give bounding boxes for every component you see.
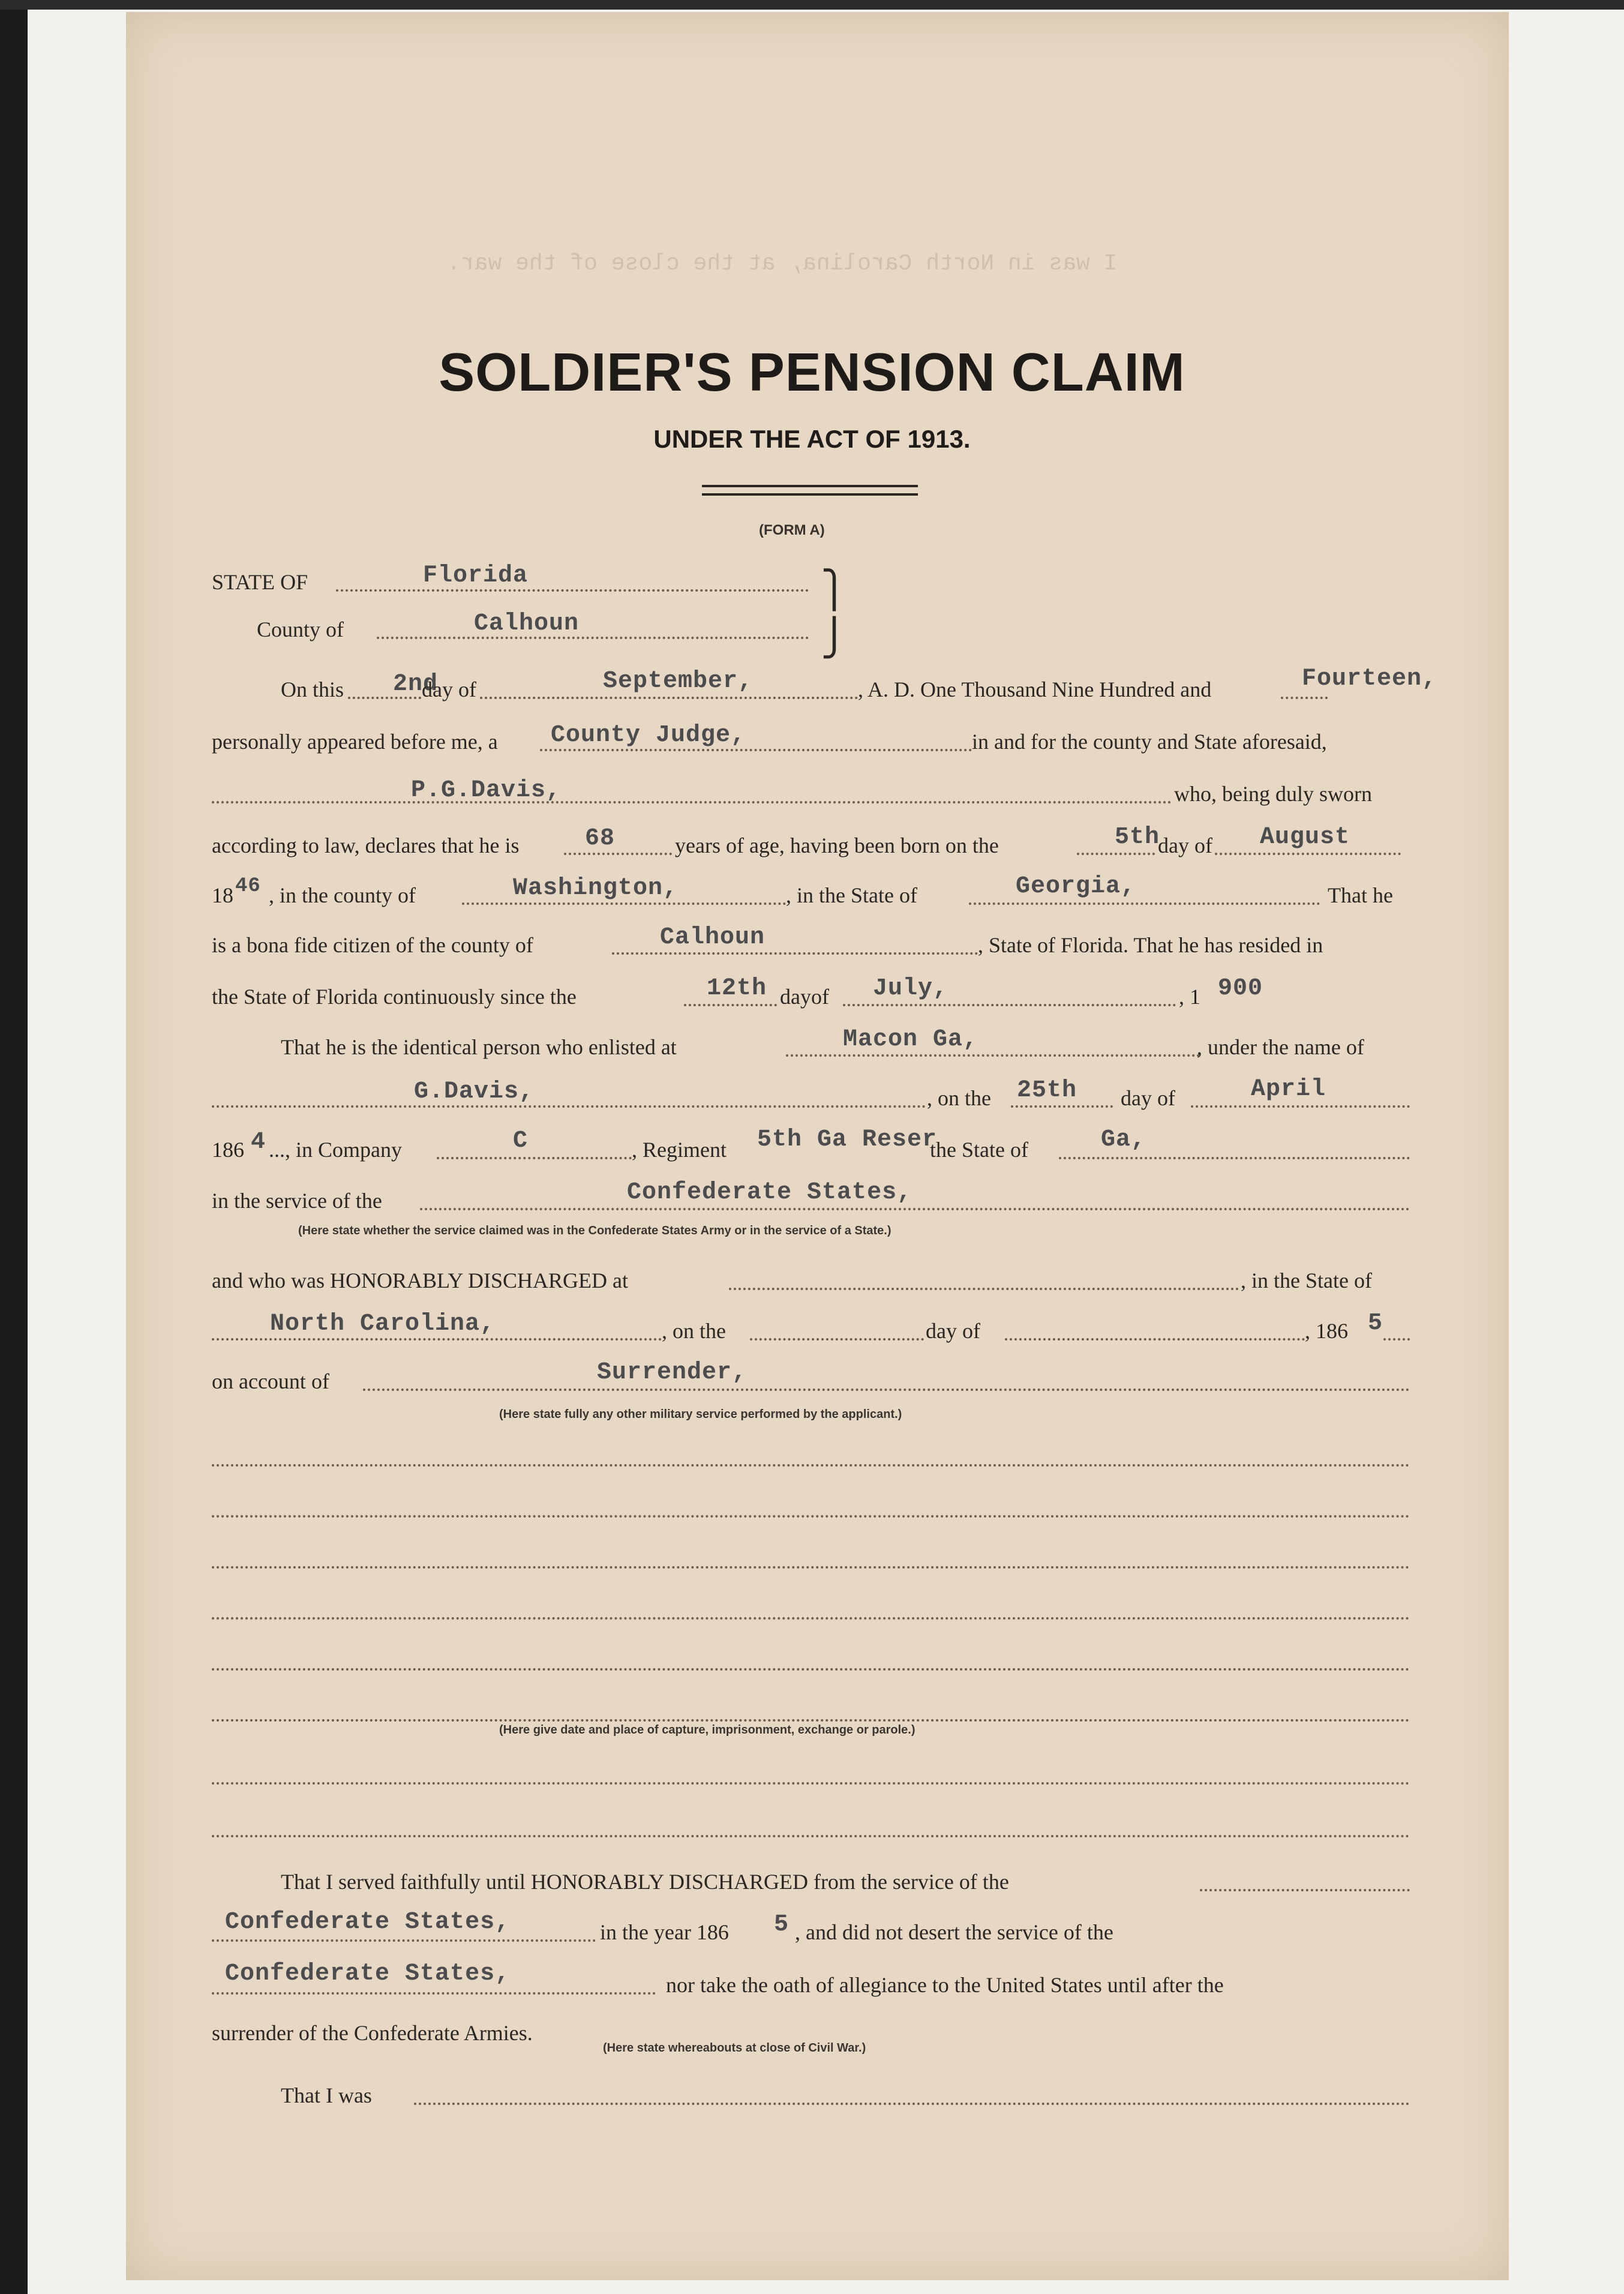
blank-line-6	[212, 1719, 1410, 1722]
age-line	[564, 853, 672, 855]
served-service-line	[212, 1939, 596, 1942]
birth-year-field: 46	[235, 875, 261, 898]
birth-county-line	[462, 902, 786, 905]
blank-line-5	[212, 1668, 1410, 1671]
enlist-year-field: 4	[251, 1129, 266, 1156]
res-day-field: 12th	[707, 975, 767, 1002]
service-line	[420, 1208, 1410, 1210]
citizen-county-line	[612, 952, 978, 955]
blank-line-4	[212, 1617, 1410, 1620]
title-rule-bottom	[702, 493, 918, 496]
regiment-field: 5th Ga Reser	[757, 1126, 938, 1153]
disch-year-field: 5	[1368, 1310, 1383, 1337]
served-year-field: 5	[774, 1911, 790, 1938]
years-age-label: years of age, having been born on the	[675, 833, 999, 857]
disch-state-line	[212, 1338, 662, 1341]
on-the2-label: , on the	[662, 1319, 726, 1343]
enlist-name-field: G.Davis,	[414, 1078, 535, 1105]
disch-year-prefix: , 186	[1305, 1319, 1348, 1343]
state-florida-label: , State of Florida. That he has resided in	[978, 933, 1323, 957]
that-i-was-label: That I was	[281, 2083, 372, 2107]
birth-state-line	[969, 902, 1320, 905]
county-of-label: County of	[257, 617, 344, 641]
birth-state-field: Georgia,	[1016, 873, 1136, 900]
blank-line-1	[212, 1464, 1410, 1467]
disch-state-field: North Carolina,	[270, 1311, 496, 1338]
officer-field: County Judge,	[551, 722, 746, 749]
year-word-line	[1281, 697, 1328, 699]
res-year-field: 900	[1218, 975, 1263, 1002]
bona-fide-label: is a bona fide citizen of the county of	[212, 933, 533, 957]
ad-phrase: , A. D. One Thousand Nine Hundred and	[858, 677, 1212, 701]
service-field: Confederate States,	[627, 1179, 912, 1206]
served-label: That I served faithfully until HONORABLY DISCHARGED from the service of the	[281, 1870, 1009, 1894]
in-state-of2-label: , in the State of	[1241, 1269, 1372, 1293]
note-capture: (Here give date and place of capture, imprisonment, exchange or parole.)	[499, 1723, 915, 1737]
under-name-label: , under the name of	[1197, 1035, 1364, 1059]
blank-line-2	[212, 1515, 1410, 1518]
disch-reason-line	[363, 1389, 1410, 1391]
birth-year-prefix: 18	[212, 883, 233, 907]
enlist-year-prefix: 186	[212, 1138, 244, 1162]
whereabouts-line	[414, 2103, 1410, 2105]
regiment-state-line	[1059, 1157, 1410, 1159]
citizen-county-field: Calhoun	[660, 924, 766, 951]
note-other-service: (Here state fully any other military service performed by the applicant.)	[499, 1408, 902, 1421]
disch-reason-field: Surrender,	[597, 1359, 748, 1386]
officer-line	[540, 749, 972, 751]
in-year-label: in the year 186	[600, 1920, 729, 1944]
form-title: SOLDIER'S PENSION CLAIM	[439, 343, 1185, 403]
scan-top-border	[0, 0, 1624, 10]
according-label: according to law, declares that he is	[212, 833, 520, 857]
note-service: (Here state whether the service claimed was in the Confederate States Army or in the service of a State.)	[298, 1224, 891, 1237]
company-field: C	[513, 1127, 529, 1155]
company-line	[437, 1157, 632, 1159]
day-of3-label: day of	[1121, 1086, 1175, 1110]
enlist-day-field: 25th	[1017, 1077, 1077, 1104]
served-line	[1200, 1889, 1410, 1891]
year-word-field: Fourteen,	[1302, 665, 1437, 692]
enlist-place-line	[786, 1054, 1200, 1057]
form-id: (FORM A)	[759, 522, 825, 538]
res-month-field: July,	[873, 975, 948, 1002]
in-state-of-label: , in the State of	[786, 883, 917, 907]
enlist-month-line	[1191, 1105, 1410, 1108]
bleed-through-text: I was in North Carolina, at the close of the war.	[447, 251, 1118, 277]
enlist-day-line	[1011, 1105, 1113, 1108]
day-of2-label: day of	[1158, 833, 1212, 857]
served-service-field: Confederate States,	[225, 1909, 511, 1936]
hon-disch-label: and who was HONORABLY DISCHARGED at	[212, 1269, 629, 1293]
account-of-label: on account of	[212, 1369, 329, 1393]
title-rule-top	[702, 485, 918, 487]
disch-day-line	[750, 1338, 924, 1341]
claimant-field: P.G.Davis,	[411, 777, 562, 804]
claimant-line	[212, 801, 1172, 803]
day-of4-label: day of	[926, 1319, 980, 1343]
nor-take-label: nor take the oath of allegiance to the United States until after the	[666, 1973, 1224, 1997]
birth-day-field: 5th	[1115, 824, 1160, 851]
that-he-label: That he	[1328, 883, 1393, 907]
birth-month-field: August	[1260, 824, 1350, 851]
on-this-label: On this	[281, 677, 344, 701]
in-county-label: , in the county of	[269, 883, 416, 907]
res-month-line	[843, 1004, 1176, 1006]
who-sworn-label: who, being duly sworn	[1174, 782, 1372, 806]
month-line	[480, 697, 858, 699]
county-line	[377, 637, 809, 639]
identical-label: That he is the identical person who enlisted at	[281, 1035, 677, 1059]
regiment-label: , Regiment	[632, 1138, 727, 1162]
on-the-label: , on the	[927, 1086, 991, 1110]
county-field: Calhoun	[474, 610, 580, 637]
enlist-place-field: Macon Ga,	[843, 1026, 978, 1053]
state-field: Florida	[423, 562, 529, 589]
form-subtitle: UNDER THE ACT OF 1913.	[653, 425, 971, 453]
enlist-name-line	[212, 1105, 926, 1108]
year-prefix: , 1	[1179, 985, 1200, 1009]
birth-month-line	[1215, 853, 1401, 855]
birth-day-line	[1077, 853, 1155, 855]
service-of-label: in the service of the	[212, 1189, 382, 1213]
brace-top: ⎫	[821, 570, 848, 610]
not-desert-line	[212, 1992, 656, 1995]
state-of2-label: the State of	[930, 1138, 1028, 1162]
surrender-label: surrender of the Confederate Armies.	[212, 2021, 533, 2045]
blank-line-3	[212, 1566, 1410, 1569]
state-of-label: STATE OF	[212, 570, 308, 594]
res-day-line	[684, 1004, 777, 1006]
regiment-state-field: Ga,	[1101, 1126, 1146, 1153]
note-whereabouts: (Here state whereabouts at close of Civil War.)	[603, 2041, 866, 2055]
birth-county-field: Washington,	[513, 875, 679, 902]
disch-place-line	[729, 1288, 1239, 1290]
disch-year-line	[1383, 1338, 1410, 1341]
personally-label: personally appeared before me, a	[212, 730, 498, 754]
day-of-label: day of	[422, 677, 476, 701]
day-field: 2nd	[393, 671, 439, 698]
blank-line-7	[212, 1782, 1410, 1785]
age-field: 68	[585, 825, 616, 852]
in-company-label: ..., in Company	[269, 1138, 402, 1162]
enlist-month-field: April	[1251, 1076, 1326, 1103]
did-not-label: , and did not desert the service of the	[795, 1920, 1113, 1944]
brace-bottom: ⎭	[821, 618, 848, 658]
month-field: September,	[603, 668, 754, 695]
dayof-label: dayof	[780, 985, 829, 1009]
not-desert-field: Confederate States,	[225, 1960, 511, 1987]
state-line	[336, 589, 809, 592]
disch-month-line	[1005, 1338, 1305, 1341]
in-and-for-label: in and for the county and State aforesaid,	[972, 730, 1327, 754]
blank-line-8	[212, 1835, 1410, 1837]
continuously-label: the State of Florida continuously since the	[212, 985, 577, 1009]
